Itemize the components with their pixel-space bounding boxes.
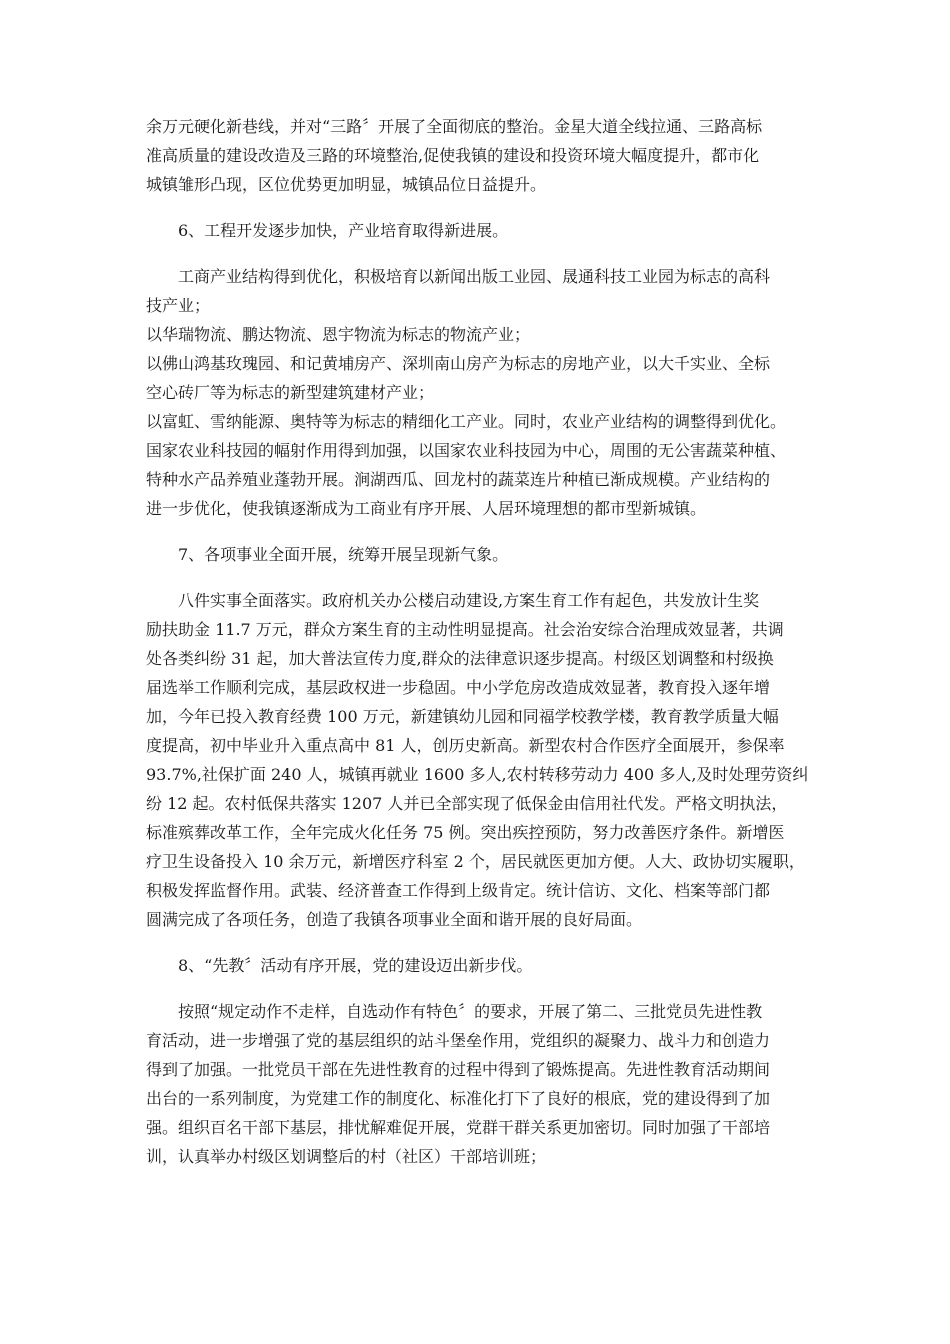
text-line: 处各类纠纷 31 起，加大普法宣传力度,群众的法律意识逐步提高。村级区划调整和村级换 bbox=[146, 649, 774, 668]
text-line: 得到了加强。一批党员干部在先进性教育的过程中得到了锻炼提高。先进性教育活动期间 bbox=[146, 1060, 771, 1079]
text-line: 空心砖厂等为标志的新型建筑建材产业； bbox=[146, 383, 435, 402]
text-line: 训，认真举办村级区划调整后的村（社区）干部培训班； bbox=[146, 1147, 547, 1166]
text-line: 城镇雏形凸现，区位优势更加明显，城镇品位日益提升。 bbox=[146, 175, 547, 194]
text-line: 特种水产品养殖业蓬勃开展。涧湖西瓜、回龙村的蔬菜连片种植已渐成规模。产业结构的 bbox=[146, 470, 771, 489]
heading-text: 8、“先教〞活动有序开展，党的建设迈出新步伐。 bbox=[178, 956, 533, 975]
text-line: 准高质量的建设改造及三路的环境整治,促使我镇的建设和投资环境大幅度提升，都市化 bbox=[146, 146, 760, 165]
text-line: 国家农业科技园的幅射作用得到加强，以国家农业科技园为中心，周围的无公害蔬菜种植、 bbox=[146, 441, 787, 460]
text-line: 以富虹、雪纳能源、奥特等为标志的精细化工产业。同时，农业产业结构的调整得到优化。 bbox=[146, 412, 787, 431]
section-heading-6 bbox=[146, 216, 806, 245]
text-line: 纷 12 起。农村低保共落实 1207 人并已全部实现了低保金由信用社代发。严格文明执法， bbox=[146, 794, 788, 813]
text-line: 以佛山鸿基玫瑰园、和记黄埔房产、深圳南山房产为标志的房地产业，以大千实业、全标 bbox=[146, 354, 771, 373]
text-line: 育活动，进一步增强了党的基层组织的站斗堡垒作用，党组织的凝聚力、战斗力和创造力 bbox=[146, 1031, 771, 1050]
text-line: 余万元硬化新巷线，并对“三路〞开展了全面彻底的整治。金星大道全线拉通、三路高标 bbox=[146, 117, 763, 136]
text-line: 技产业； bbox=[146, 296, 211, 315]
text-line: 疗卫生设备投入 10 余万元，新增医疗科室 2 个，居民就医更加方便。人大、政协切实履职， bbox=[146, 852, 805, 871]
text-line: 出台的一系列制度，为党建工作的制度化、标准化打下了良好的根底，党的建设得到了加 bbox=[146, 1089, 771, 1108]
paragraph-social-affairs bbox=[146, 586, 809, 934]
section-heading-8 bbox=[146, 951, 806, 980]
paragraph-industry-chemical bbox=[146, 407, 806, 523]
text-line: 加，今年已投入教育经费 100 万元，新建镇幼儿园和同福学校教学楼，教育教学质量大幅 bbox=[146, 707, 779, 726]
text-line: 积极发挥监督作用。武装、经济普查工作得到上级肯定。统计信访、文化、档案等部门都 bbox=[146, 881, 771, 900]
text-line: 标准殡葬改革工作，全年完成火化任务 75 例。突出疾控预防，努力改善医疗条件。新增医 bbox=[146, 823, 785, 842]
text-line: 按照“规定动作不走样，自选动作有特色〞的要求，开展了第二、三批党员先进性教 bbox=[178, 1002, 763, 1021]
document-page bbox=[146, 112, 809, 1171]
paragraph-industry-logistics bbox=[146, 320, 806, 349]
text-line: 圆满完成了各项任务，创造了我镇各项事业全面和谐开展的良好局面。 bbox=[146, 910, 643, 929]
paragraph-industry-realestate bbox=[146, 349, 806, 407]
text-line: 93.7%,社保扩面 240 人，城镇再就业 1600 多人,农村转移劳动力 400 多人,及时处理劳资纠 bbox=[146, 765, 809, 784]
text-line: 度提高，初中毕业升入重点高中 81 人，创历史新高。新型农村合作医疗全面展开，参保率 bbox=[146, 736, 785, 755]
paragraph-roads bbox=[146, 112, 806, 199]
heading-text: 6、工程开发逐步加快，产业培育取得新进展。 bbox=[178, 221, 509, 240]
paragraph-industry-hightech bbox=[146, 262, 806, 320]
text-line: 八件实事全面落实。政府机关办公楼启动建设,方案生育工作有起色，共发放计生奖 bbox=[178, 591, 760, 610]
text-line: 工商产业结构得到优化，积极培育以新闻出版工业园、晟通科技工业园为标志的高科 bbox=[178, 267, 771, 286]
text-line: 以华瑞物流、鹏达物流、恩宇物流为标志的物流产业； bbox=[146, 325, 531, 344]
section-heading-7 bbox=[146, 540, 806, 569]
text-line: 届选举工作顺利完成，基层政权进一步稳固。中小学危房改造成效显著，教育投入逐年增 bbox=[146, 678, 771, 697]
text-line: 强。组织百名干部下基层，排忧解难促开展，党群干群关系更加密切。同时加强了干部培 bbox=[146, 1118, 771, 1137]
text-line: 励扶助金 11.7 万元，群众方案生育的主动性明显提高。社会治安综合治理成效显著，共调 bbox=[146, 620, 784, 639]
paragraph-party-building bbox=[146, 997, 806, 1171]
heading-text: 7、各项事业全面开展，统筹开展呈现新气象。 bbox=[178, 545, 509, 564]
text-line: 进一步优化，使我镇逐渐成为工商业有序开展、人居环境理想的都市型新城镇。 bbox=[146, 499, 707, 518]
